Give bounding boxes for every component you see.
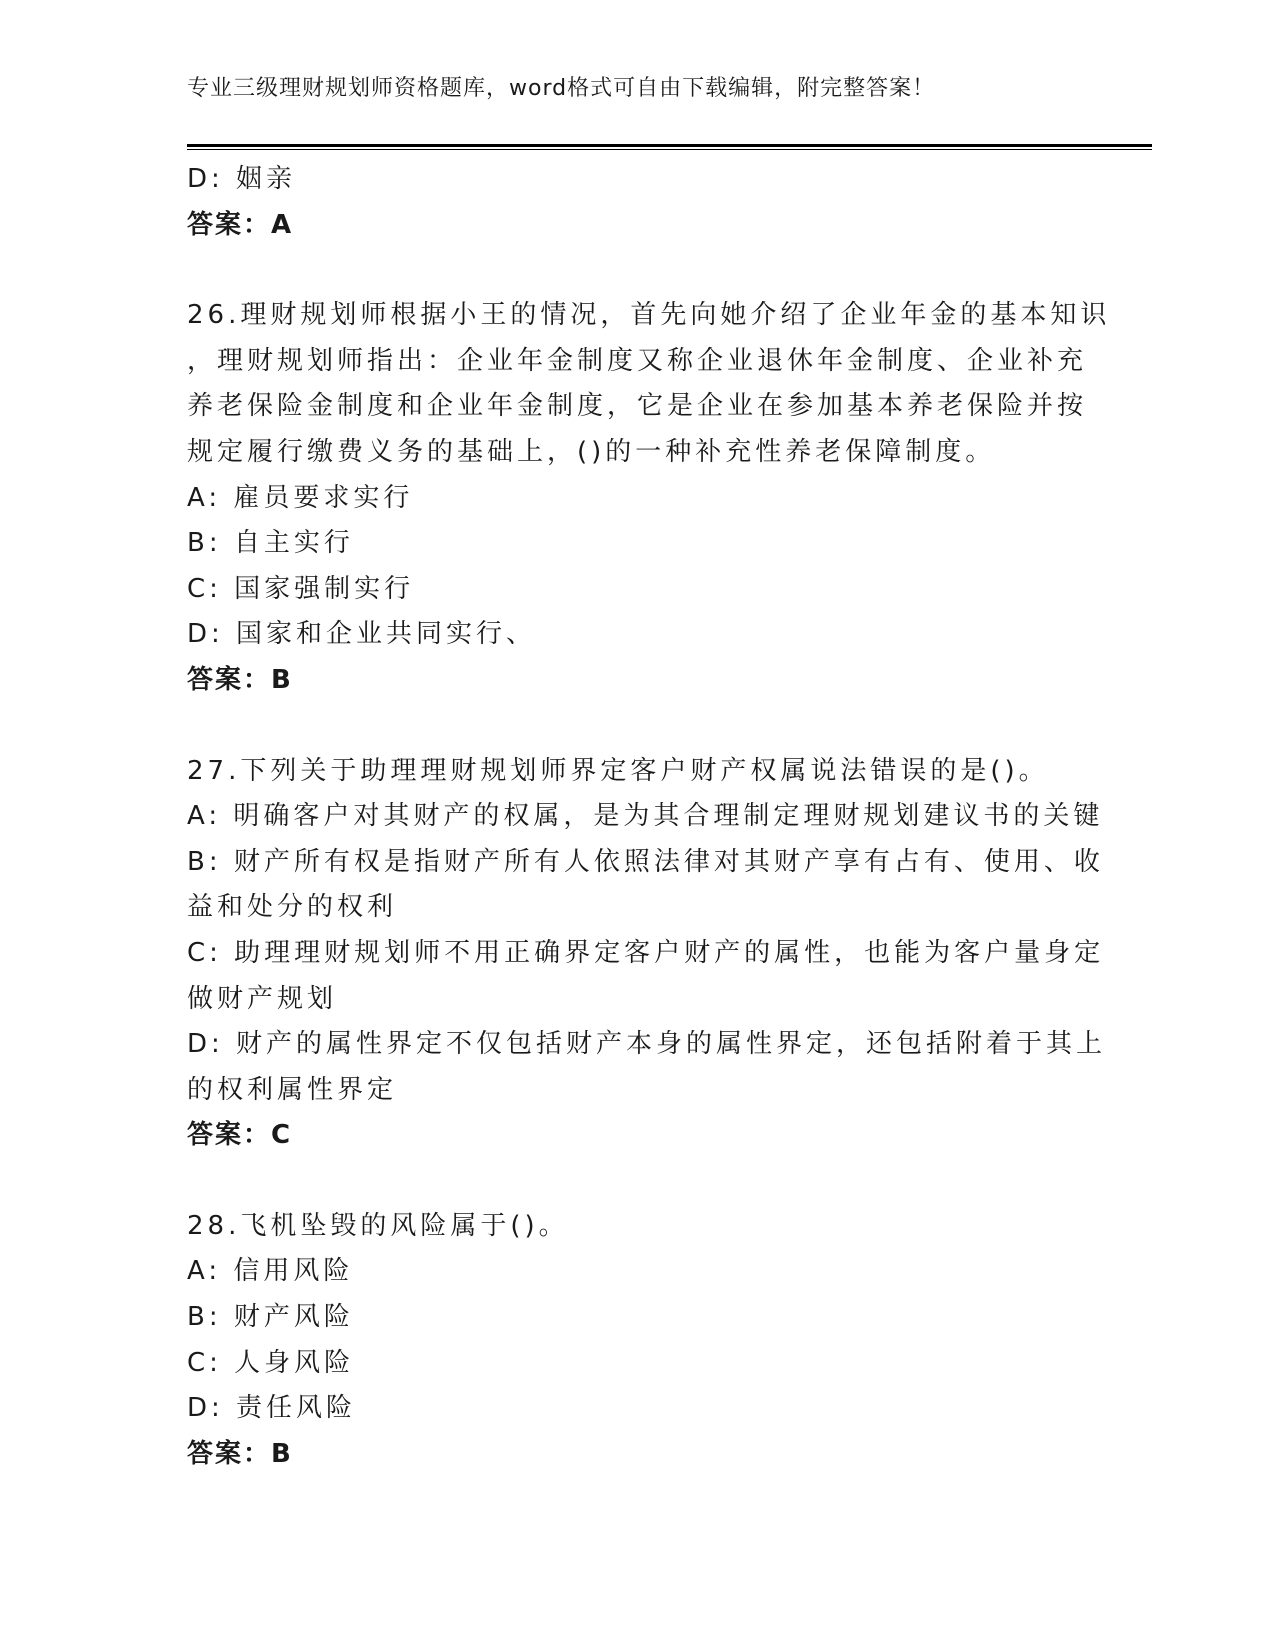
option-a: A: 雇员要求实行 — [187, 482, 414, 513]
option-b: B: 财产风险 — [187, 1302, 354, 1333]
question-stem-line: 养老保险金制度和企业年金制度，它是企业在参加基本养老保险并按 — [187, 391, 1088, 422]
answer: 答案：A — [187, 209, 294, 240]
question-27 — [187, 749, 1107, 1159]
page-header: 专业三级理财规划师资格题库，word格式可自由下载编辑，附完整答案！ — [187, 76, 936, 101]
question-stem: 27.下列关于助理理财规划师界定客户财产权属说法错误的是()。 — [187, 755, 1049, 786]
option-c-line: 做财产规划 — [187, 983, 338, 1014]
option-d: D: 国家和企业共同实行、 — [187, 619, 537, 650]
option-c: C: 国家强制实行 — [187, 573, 415, 604]
answer: 答案：B — [187, 664, 293, 695]
question-28 — [187, 1204, 1077, 1478]
question-stem-line: ，理财规划师指出：企业年金制度又称企业退休年金制度、企业补充 — [187, 345, 1088, 376]
option-d: D: 责任风险 — [187, 1393, 357, 1424]
question-stem: 28.飞机坠毁的风险属于()。 — [187, 1210, 569, 1241]
header-divider — [187, 144, 1152, 150]
question-stem-line: 26.理财规划师根据小王的情况，首先向她介绍了企业年金的基本知识 — [187, 300, 1111, 331]
option-a: A: 明确客户对其财产的权属，是为其合理制定理财规划建议书的关键 — [187, 801, 1104, 832]
option-b-line: 益和处分的权利 — [187, 892, 398, 923]
question-list — [187, 157, 1111, 1477]
option-b-line: B: 财产所有权是指财产所有人依照法律对其财产享有占有、使用、收 — [187, 846, 1104, 877]
option-d: D: 姻亲 — [187, 164, 297, 194]
question-26 — [187, 293, 1111, 703]
option-b: B: 自主实行 — [187, 528, 354, 559]
question-25-tail — [187, 157, 1077, 248]
option-c: C: 人身风险 — [187, 1347, 355, 1378]
question-stem-line: 规定履行缴费义务的基础上，()的一种补充性养老保障制度。 — [187, 436, 996, 467]
option-d-line: D: 财产的属性界定不仅包括财产本身的属性界定，还包括附着于其上 — [187, 1029, 1107, 1060]
answer: 答案：C — [187, 1120, 293, 1151]
option-a: A: 信用风险 — [187, 1256, 354, 1287]
option-c-line: C: 助理理财规划师不用正确界定客户财产的属性，也能为客户量身定 — [187, 937, 1105, 968]
answer: 答案：B — [187, 1438, 293, 1469]
option-d-line: 的权利属性界定 — [187, 1074, 398, 1105]
